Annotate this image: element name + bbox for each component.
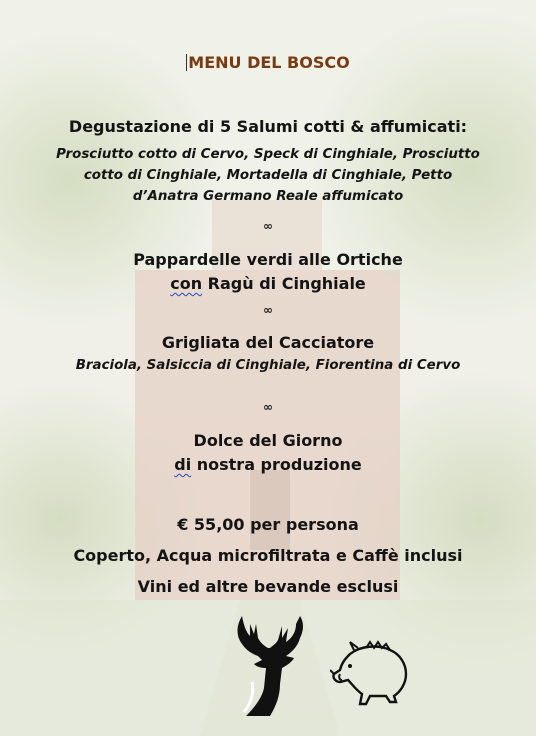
separator-3: ∞ [263, 400, 273, 414]
separator-2: ∞ [263, 303, 273, 317]
price: € 55,00 per persona [177, 515, 359, 534]
course-2-title-line-2: con Ragù di Cinghiale [170, 274, 366, 293]
course-2-title-line-1: Pappardelle verdi alle Ortiche [133, 250, 403, 269]
course-1-title: Degustazione di 5 Salumi cotti & affumicati: [68, 117, 468, 136]
course-1-description-line-3: d’Anatra Germano Reale affumicato [132, 189, 404, 204]
course-1-description-line-1: Prosciutto cotto di Cervo, Speck di Cinghiale, Prosciutto [56, 147, 480, 162]
course-1-description-line-2: cotto di Cinghiale, Mortadella di Cinghiale, Petto [83, 168, 453, 183]
course-4-title-line-2: di nostra produzione [174, 455, 362, 474]
included-note: Coperto, Acqua microfiltrata e Caffè inclusi [73, 546, 463, 565]
menu-title [0, 53, 536, 72]
excluded-note: Vini ed altre bevande esclusi [137, 577, 399, 596]
course-4-word-di: di [174, 455, 192, 474]
course-2-word-con: con [170, 274, 203, 293]
separator-1: ∞ [263, 219, 273, 233]
wild-boar-icon [330, 640, 412, 706]
deer-head-icon [224, 612, 314, 720]
course-4-title-line-1: Dolce del Giorno [193, 431, 343, 450]
course-3-title: Grigliata del Cacciatore [161, 333, 375, 352]
menu-title-text: MENU DEL BOSCO [188, 53, 350, 72]
course-3-description: Braciola, Salsiccia di Cinghiale, Fiorentina di Cervo [75, 358, 461, 373]
